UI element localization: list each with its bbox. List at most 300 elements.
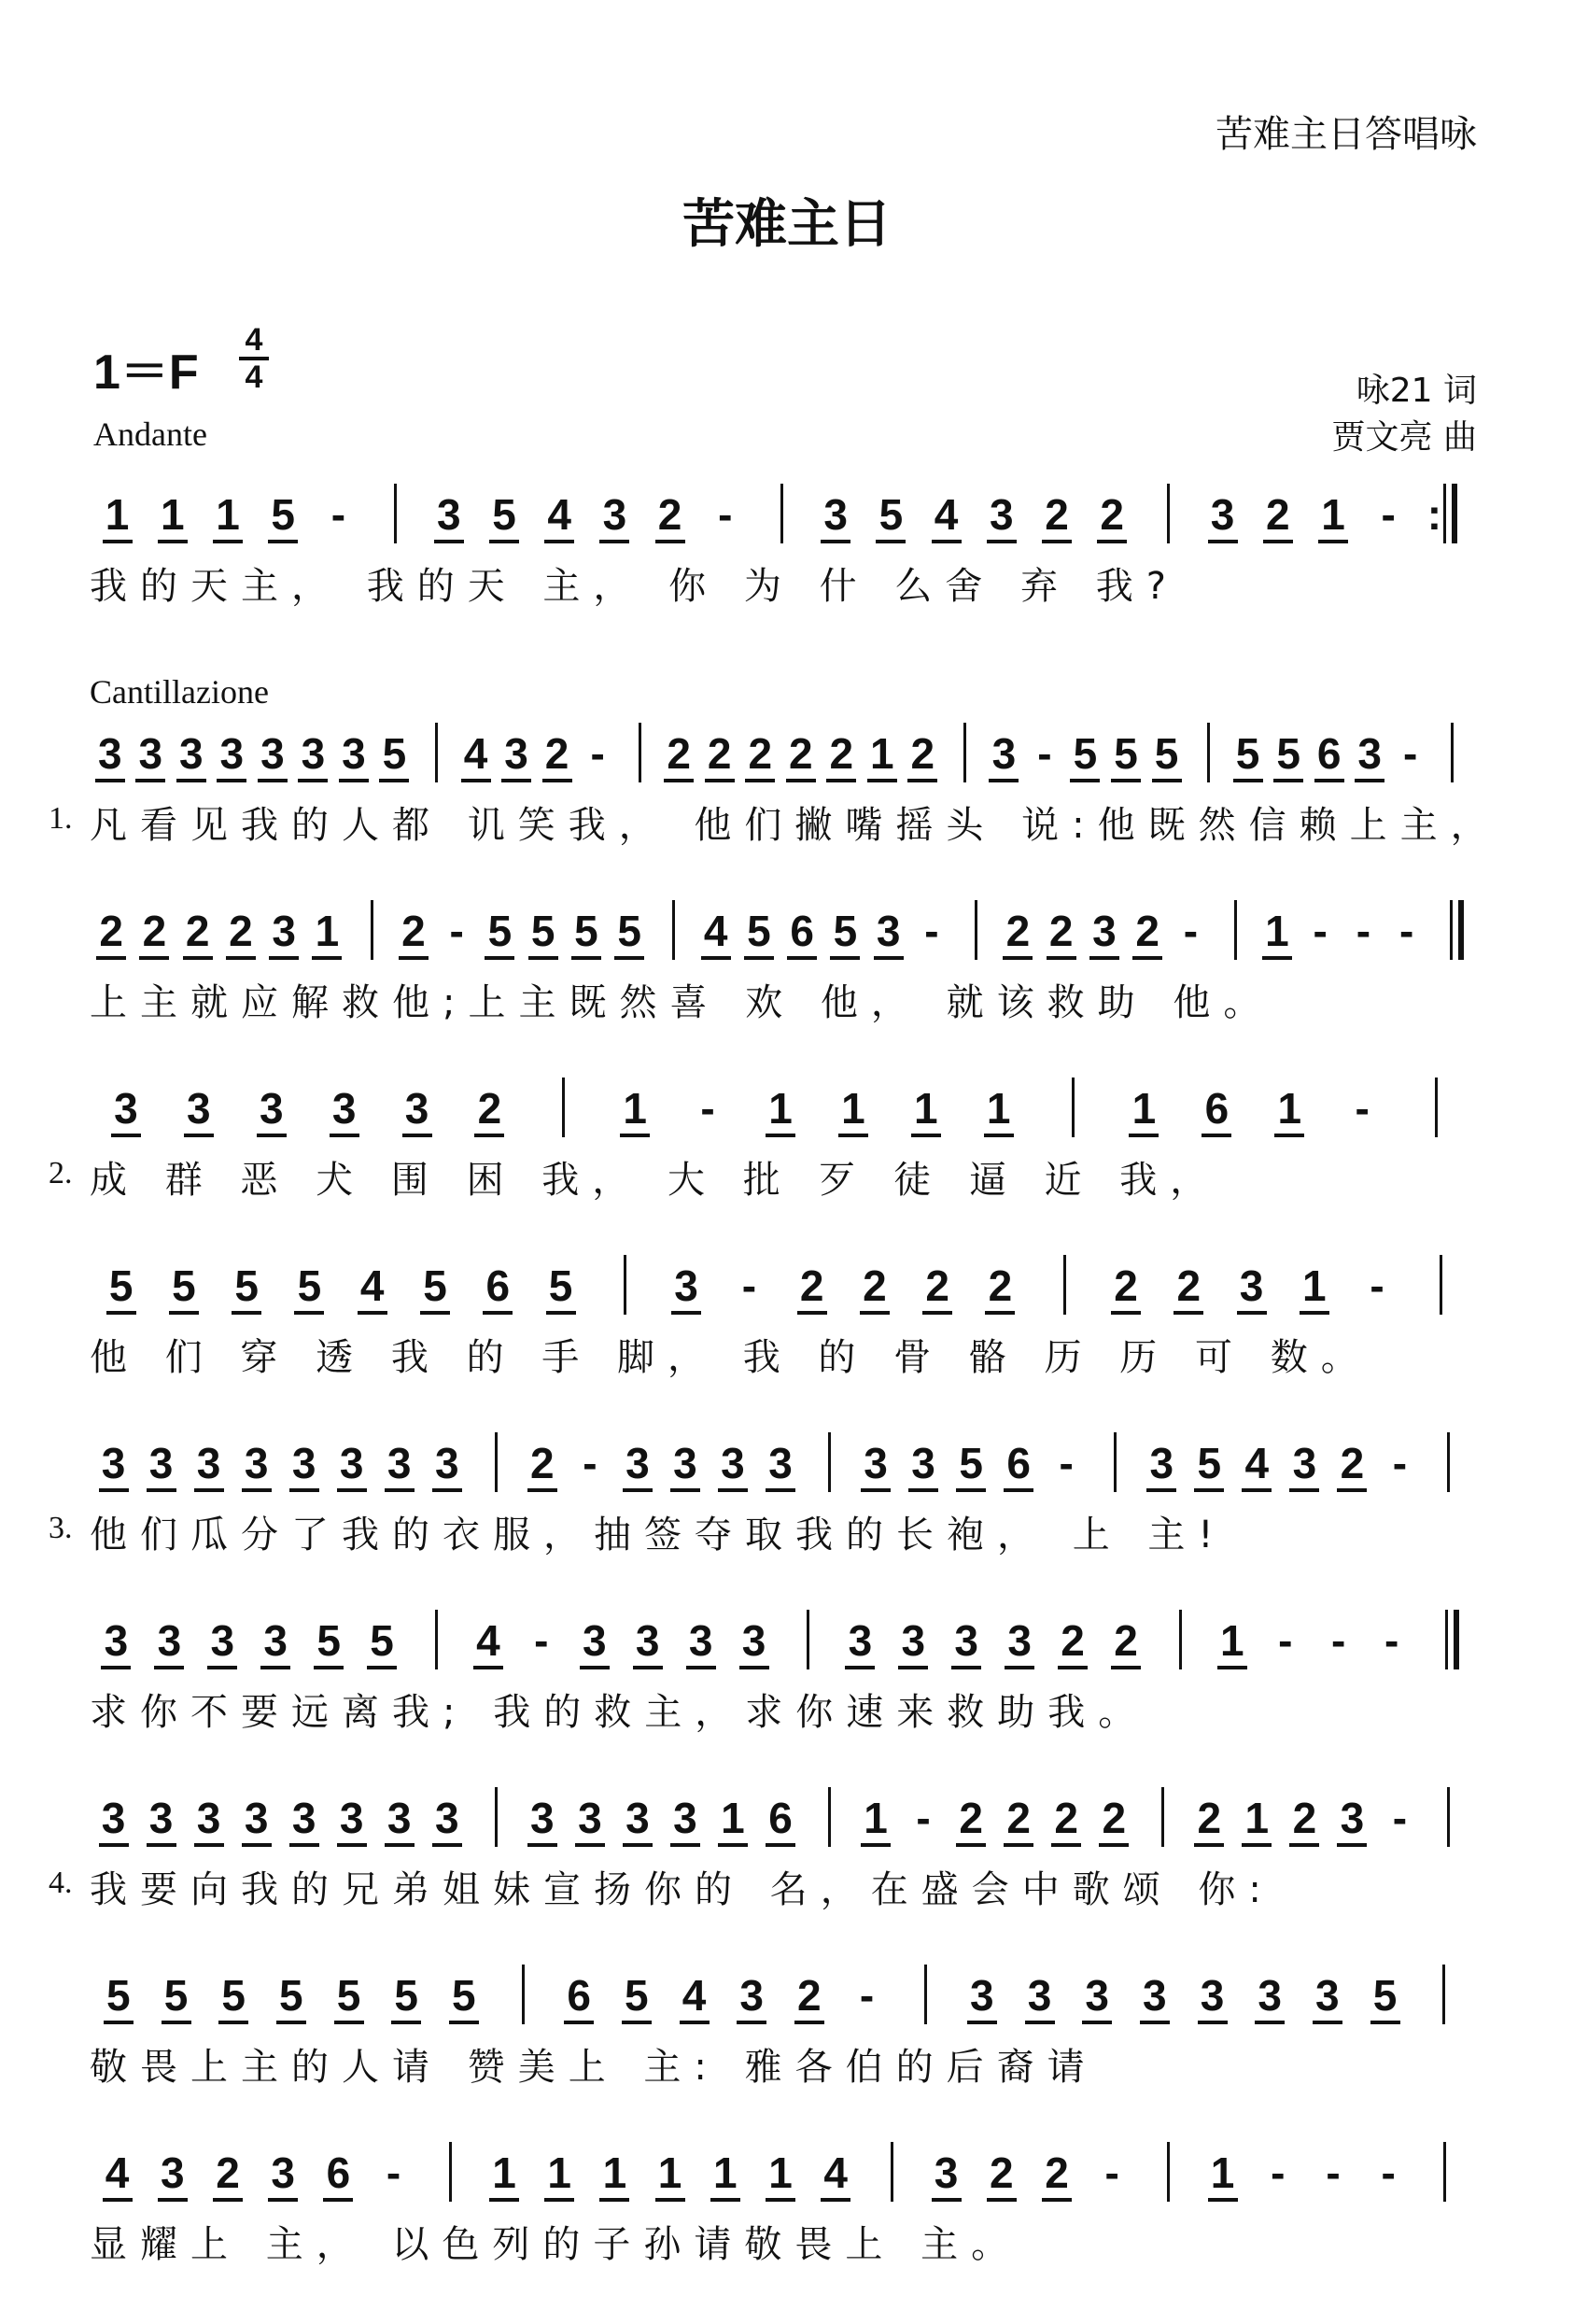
note: 3 <box>848 1616 873 1665</box>
note: 3 <box>244 1439 269 1487</box>
note: 1 <box>1302 1261 1327 1310</box>
underline-beam <box>984 1134 1014 1137</box>
underline-beam <box>908 1488 938 1492</box>
note: 5 <box>1114 729 1138 778</box>
underline-beam <box>358 1311 387 1315</box>
note: 5 <box>878 490 904 539</box>
underline-beam <box>718 1488 748 1492</box>
lyric-line <box>90 2215 1499 2271</box>
underline-beam <box>932 2198 962 2202</box>
note: 3 <box>104 1616 129 1665</box>
underline-beam <box>705 779 735 782</box>
underline-beam <box>1004 1843 1033 1847</box>
note: 5 <box>1235 729 1260 778</box>
note: 1 <box>864 1794 888 1842</box>
underline-beam <box>1146 1488 1176 1492</box>
dash: - <box>741 1261 757 1310</box>
underline-beam <box>951 1666 981 1669</box>
underline-beam <box>294 1311 324 1315</box>
underline-beam <box>1132 956 1162 960</box>
underline-beam <box>1058 1666 1088 1669</box>
note: 1 <box>1131 1084 1157 1133</box>
barline <box>1234 900 1237 960</box>
note: 5 <box>1276 729 1300 778</box>
note: 2 <box>959 1794 983 1842</box>
note: 3 <box>1292 1439 1317 1487</box>
note: 5 <box>487 907 513 955</box>
dash: - <box>1059 1439 1074 1487</box>
notes-row <box>90 1615 1499 1671</box>
note: 2 <box>544 729 569 778</box>
underline-beam <box>337 1843 367 1847</box>
barline <box>495 1787 498 1847</box>
verse-number: 1. <box>49 801 73 836</box>
barline <box>1167 484 1170 543</box>
underline-beam <box>213 540 243 543</box>
underline-beam <box>213 2198 243 2202</box>
note: 1 <box>216 490 240 539</box>
underline-beam <box>1082 2021 1112 2024</box>
underline-beam <box>99 1488 129 1492</box>
note: 2 <box>185 907 210 955</box>
underline-beam <box>622 2021 652 2024</box>
underline-beam <box>1097 540 1127 543</box>
note: 2 <box>1176 1261 1202 1310</box>
note: 2 <box>925 1261 949 1310</box>
note: 1 <box>841 1084 865 1133</box>
underline-beam <box>298 779 328 782</box>
lyric-text: 他 们 穿 透 我 的 手 脚， 我 的 骨 骼 历 历 可 数。 <box>90 1336 1371 1379</box>
underline-beam <box>218 2021 248 2024</box>
underline-beam <box>226 956 256 960</box>
note: 3 <box>138 729 163 778</box>
notes-row <box>90 906 1499 962</box>
underline-beam <box>620 1134 650 1137</box>
note: 1 <box>105 490 130 539</box>
note: 3 <box>1210 490 1235 539</box>
note: 2 <box>401 907 426 955</box>
section-marking: Cantillazione <box>90 673 269 711</box>
note: 2 <box>530 1439 555 1487</box>
underline-beam <box>1263 540 1293 543</box>
underline-beam <box>821 540 850 543</box>
underline-beam <box>794 2021 824 2024</box>
underline-beam <box>571 956 601 960</box>
underline-beam <box>334 2021 364 2024</box>
underline-beam <box>385 1488 415 1492</box>
underline-beam <box>718 1843 748 1847</box>
underline-beam <box>1262 956 1292 960</box>
underline-beam <box>599 2198 629 2202</box>
underline-beam <box>260 1666 290 1669</box>
note: 5 <box>336 1971 361 2020</box>
note: 3 <box>954 1616 979 1665</box>
underline-beam <box>485 956 514 960</box>
note: 2 <box>1061 1616 1085 1665</box>
dash: - <box>534 1616 549 1665</box>
note: 1 <box>986 1084 1011 1133</box>
underline-beam <box>710 2198 740 2202</box>
note: 3 <box>970 1971 994 2020</box>
barline <box>1161 1787 1164 1847</box>
note: 1 <box>1321 490 1345 539</box>
note: 2 <box>1045 2148 1069 2197</box>
note: 4 <box>463 729 488 778</box>
underline-beam <box>104 2021 134 2024</box>
note: 1 <box>1220 1616 1244 1665</box>
dash: - <box>1398 907 1414 955</box>
note: 1 <box>623 1084 647 1133</box>
note: 5 <box>1372 1971 1398 2020</box>
underline-beam <box>432 1488 462 1492</box>
note: 3 <box>673 1439 697 1487</box>
barline <box>975 900 977 960</box>
note: 2 <box>216 2148 240 2197</box>
underline-beam <box>989 779 1019 782</box>
note: 5 <box>1197 1439 1222 1487</box>
note: 6 <box>485 1261 511 1310</box>
note: 4 <box>105 2148 130 2197</box>
score-system <box>90 489 1499 613</box>
note: 1 <box>161 490 185 539</box>
barline <box>807 1610 809 1669</box>
lyric-text: 我要向我的兄弟姐妹宣扬你的 名，在盛会中歌颂 你: <box>90 1868 1274 1911</box>
note: 5 <box>492 490 516 539</box>
note: 2 <box>748 729 773 778</box>
underline-beam <box>158 2198 188 2202</box>
underline-beam <box>330 1134 359 1137</box>
note: 3 <box>101 1439 126 1487</box>
underline-beam <box>1208 540 1238 543</box>
underline-beam <box>680 2021 710 2024</box>
underline-beam <box>1089 956 1119 960</box>
underline-beam <box>461 779 491 782</box>
underline-beam <box>1208 2198 1238 2202</box>
note: 5 <box>382 729 407 778</box>
note: 3 <box>386 1794 412 1842</box>
underline-beam <box>1337 1843 1367 1847</box>
underline-beam <box>169 1311 199 1315</box>
underline-beam <box>1237 1311 1267 1315</box>
lyric-text: 我的天主， 我的天 主， 你 为 什 么舍 弃 我? <box>90 565 1179 608</box>
note: 6 <box>1006 1439 1031 1487</box>
note: 5 <box>279 1971 303 2020</box>
score-system <box>49 1793 1499 1916</box>
note: 3 <box>210 1616 235 1665</box>
lyric-text: 上主就应解救他;上主既然喜 欢 他， 就该救助 他。 <box>90 981 1274 1024</box>
underline-beam <box>787 956 817 960</box>
note: 5 <box>625 1971 649 2020</box>
underline-beam <box>544 540 574 543</box>
barline <box>1072 1077 1075 1137</box>
note: 3 <box>1239 1261 1264 1310</box>
underline-beam <box>379 779 409 782</box>
underline-beam <box>268 2198 298 2202</box>
underline-beam <box>766 1488 795 1492</box>
note: 2 <box>667 729 691 778</box>
lyricist-credit: 咏21 词 <box>1356 372 1477 410</box>
note: 4 <box>547 490 571 539</box>
note: 1 <box>1244 1794 1270 1842</box>
underline-beam <box>99 1843 129 1847</box>
note: 3 <box>219 729 245 778</box>
note: 2 <box>1114 1261 1138 1310</box>
score-system <box>49 1438 1499 1561</box>
barline <box>1207 723 1210 782</box>
note: 3 <box>437 490 461 539</box>
underline-beam <box>1255 2021 1285 2024</box>
underline-beam <box>158 540 188 543</box>
underline-beam <box>1111 779 1141 782</box>
underline-beam <box>932 540 962 543</box>
underline-beam <box>542 779 572 782</box>
underline-beam <box>527 1488 557 1492</box>
underline-beam <box>845 1666 875 1669</box>
lyric-text: 成 群 恶 犬 围 困 我， 大 批 歹 徒 逼 近 我， <box>90 1159 1221 1202</box>
underline-beam <box>686 1666 716 1669</box>
underline-beam <box>1005 1666 1034 1669</box>
score-system <box>90 1970 1499 2093</box>
note: 3 <box>1200 1971 1225 2020</box>
underline-beam <box>528 956 558 960</box>
note: 5 <box>833 907 858 955</box>
underline-beam <box>402 1134 432 1137</box>
underline-beam <box>956 1488 986 1492</box>
note: 3 <box>101 1794 126 1842</box>
song-title: 苦难主日 <box>682 194 892 255</box>
barline <box>562 1077 565 1137</box>
note: 3 <box>582 1616 607 1665</box>
underline-beam <box>1202 1134 1231 1137</box>
underline-beam <box>898 1666 928 1669</box>
dash: - <box>1355 1084 1370 1133</box>
underline-beam <box>580 1666 610 1669</box>
dash: - <box>1313 907 1328 955</box>
verse-number: 3. <box>49 1511 73 1545</box>
note: 3 <box>291 1439 316 1487</box>
underline-beam <box>671 1311 701 1315</box>
underline-beam <box>838 1134 868 1137</box>
note: 2 <box>142 907 167 955</box>
barline <box>924 1965 927 2024</box>
note: 3 <box>339 1439 364 1487</box>
underline-beam <box>1042 540 1072 543</box>
underline-beam <box>449 2021 479 2024</box>
note: 2 <box>829 729 854 778</box>
note: 5 <box>452 1971 476 2020</box>
dash: - <box>859 1971 875 2020</box>
note: 3 <box>673 1794 697 1842</box>
note: 2 <box>1102 1794 1127 1842</box>
note: 5 <box>370 1616 394 1665</box>
lyric-line <box>90 1683 1499 1739</box>
underline-beam <box>176 779 206 782</box>
underline-beam <box>861 1488 891 1492</box>
underline-beam <box>1140 2021 1170 2024</box>
note: 3 <box>301 729 326 778</box>
note: 3 <box>1357 729 1382 778</box>
note: 3 <box>97 729 122 778</box>
note: 3 <box>263 1616 288 1665</box>
notes-row <box>90 728 1499 784</box>
underline-beam <box>501 779 531 782</box>
underline-beam <box>474 1134 504 1137</box>
note: 6 <box>567 1971 591 2020</box>
underline-beam <box>242 1488 272 1492</box>
note: 3 <box>578 1794 602 1842</box>
note: 2 <box>1100 490 1124 539</box>
note: 1 <box>913 1084 938 1133</box>
dash: - <box>330 490 346 539</box>
score-system <box>49 1083 1499 1206</box>
dash: - <box>1392 1439 1408 1487</box>
note: 5 <box>297 1261 322 1310</box>
underline-beam <box>367 1666 397 1669</box>
composer-credit: 贾文亮 曲 <box>1331 418 1477 457</box>
note: 3 <box>1007 1616 1032 1665</box>
lyric-line <box>90 973 1499 1029</box>
note: 1 <box>768 1084 793 1133</box>
note: 2 <box>1006 1794 1031 1842</box>
dash: - <box>1271 2148 1286 2197</box>
note: 3 <box>244 1794 269 1842</box>
underline-beam <box>96 956 126 960</box>
barline <box>1447 1787 1450 1847</box>
underline-beam <box>633 1666 663 1669</box>
note: 2 <box>657 490 682 539</box>
underline-beam <box>339 779 369 782</box>
underline-beam <box>701 956 731 960</box>
note: 2 <box>1005 907 1031 955</box>
note: 3 <box>331 1084 357 1133</box>
score-system <box>90 906 1499 1029</box>
underline-beam <box>314 1666 344 1669</box>
lyric-line <box>49 796 1501 852</box>
note: 5 <box>1073 729 1098 778</box>
underline-beam <box>1051 1843 1081 1847</box>
note: 2 <box>990 2148 1014 2197</box>
notes-row <box>90 1970 1499 2026</box>
underline-beam <box>139 956 169 960</box>
dash: - <box>1278 1616 1293 1665</box>
underline-beam <box>987 2198 1017 2202</box>
barline <box>1451 723 1454 782</box>
underline-beam <box>1111 1666 1141 1669</box>
barline <box>780 484 783 543</box>
dash: - <box>386 2148 401 2197</box>
note: 5 <box>574 907 598 955</box>
note: 3 <box>342 729 366 778</box>
note: 3 <box>434 1794 459 1842</box>
underline-beam <box>289 1488 319 1492</box>
underline-beam <box>1003 956 1033 960</box>
dash: - <box>1381 2148 1396 2197</box>
note: 2 <box>788 729 813 778</box>
note: 2 <box>910 729 935 778</box>
key-signature: 1＝F <box>93 345 199 400</box>
note: 1 <box>492 2148 516 2197</box>
underline-beam <box>1099 1843 1129 1847</box>
note: 3 <box>625 1794 650 1842</box>
note: 1 <box>1265 907 1289 955</box>
notes-row <box>90 1438 1499 1494</box>
tempo-marking: Andante <box>93 416 207 453</box>
time-signature <box>235 323 273 394</box>
barline <box>1167 2142 1170 2202</box>
note: 2 <box>1292 1794 1317 1842</box>
dash: - <box>1392 1794 1408 1842</box>
note: 4 <box>703 907 728 955</box>
underline-beam <box>399 956 429 960</box>
underline-beam <box>147 1843 176 1847</box>
note: 5 <box>1154 729 1179 778</box>
barline <box>828 1787 831 1847</box>
barline <box>435 1610 438 1669</box>
note: 3 <box>1315 1971 1340 2020</box>
barline <box>891 2142 893 2202</box>
underline-beam <box>830 956 860 960</box>
underline-beam <box>385 1843 415 1847</box>
lyric-line <box>90 556 1499 613</box>
underline-beam <box>1318 540 1348 543</box>
note: 3 <box>1085 1971 1109 2020</box>
underline-beam <box>744 956 774 960</box>
underline-beam <box>312 956 342 960</box>
barline <box>1435 1077 1438 1137</box>
note: 2 <box>99 907 123 955</box>
note: 3 <box>148 1794 174 1842</box>
underline-beam <box>101 1666 131 1669</box>
underline-beam <box>564 2021 594 2024</box>
lyric-line <box>90 1328 1499 1384</box>
underline-beam <box>184 1134 214 1137</box>
underline-beam <box>922 1311 952 1315</box>
barline <box>1447 1432 1450 1492</box>
underline-beam <box>194 1488 224 1492</box>
dash: - <box>718 490 733 539</box>
underline-beam <box>544 2198 574 2202</box>
note: 3 <box>272 907 296 955</box>
underline-beam <box>207 1666 237 1669</box>
dash: - <box>1183 907 1199 955</box>
underline-beam <box>874 956 904 960</box>
underline-beam <box>876 540 906 543</box>
notes-row <box>90 1261 1499 1317</box>
dash: - <box>590 729 605 778</box>
underline-beam <box>111 1134 141 1137</box>
underline-beam <box>987 540 1017 543</box>
underline-beam <box>337 1488 367 1492</box>
note: 3 <box>260 729 285 778</box>
note: 3 <box>114 1084 138 1133</box>
note: 5 <box>423 1261 447 1310</box>
note: 2 <box>1135 907 1159 955</box>
note: 3 <box>934 2148 959 2197</box>
barline <box>371 900 373 960</box>
note: 3 <box>1149 1439 1174 1487</box>
underline-beam <box>489 540 519 543</box>
underline-beam <box>269 956 299 960</box>
note: 2 <box>1340 1439 1365 1487</box>
note: 5 <box>530 907 555 955</box>
underline-beam <box>670 1843 700 1847</box>
dash: - <box>1381 490 1396 539</box>
underline-beam <box>861 1843 891 1847</box>
underline-beam <box>766 1134 795 1137</box>
note: 3 <box>404 1084 429 1133</box>
score-system <box>90 1615 1499 1739</box>
underline-beam <box>1194 1488 1224 1492</box>
